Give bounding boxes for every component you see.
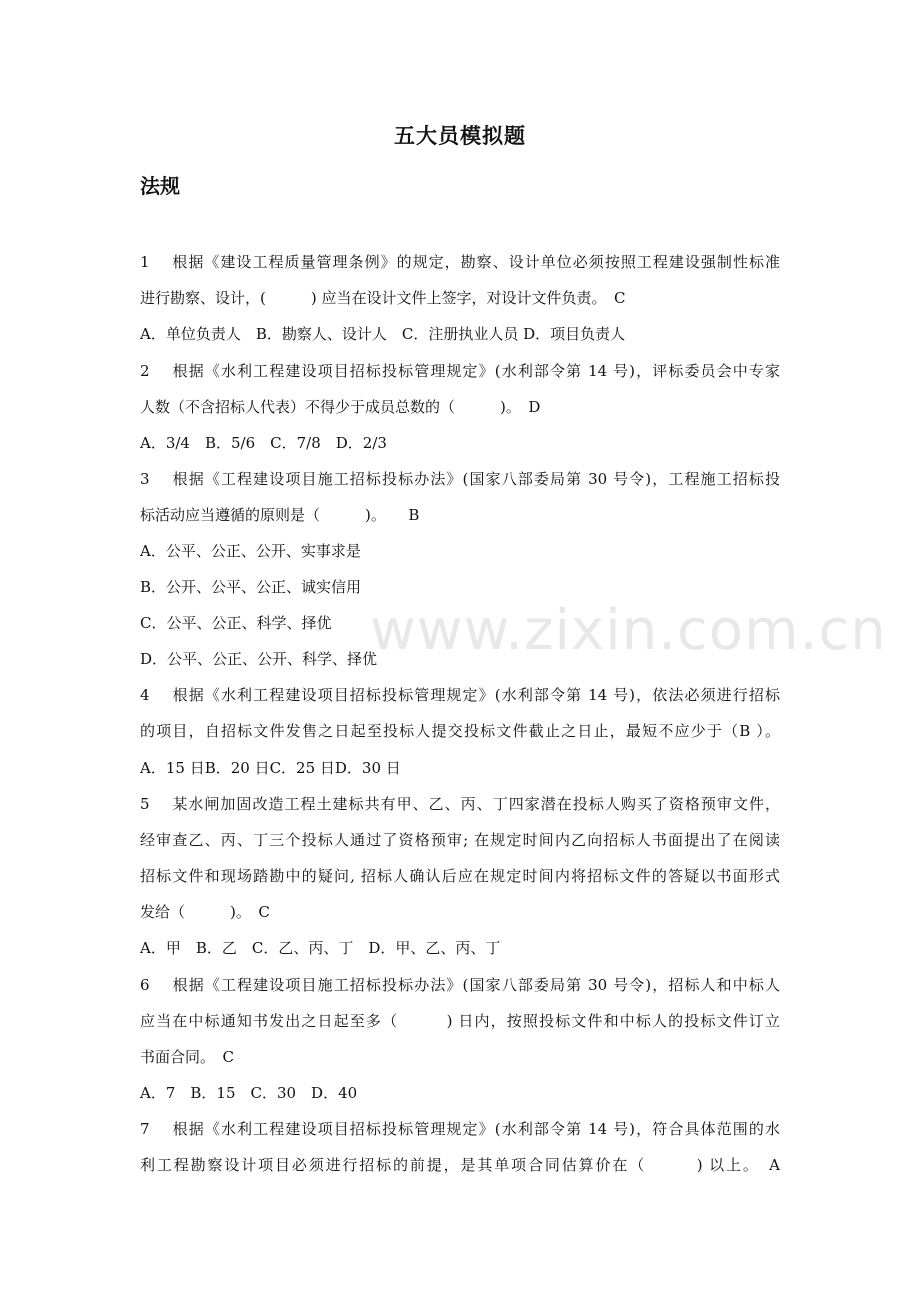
watermark: www.zixin.com.cn — [370, 598, 887, 663]
text-line: A．7 B．15 C．30 D．40 — [140, 1084, 358, 1102]
text-line: 进行勘察、设计，( ) 应当在设计文件上签字，对设计文件负责。 C — [140, 289, 626, 307]
text-line: 1 根据《建设工程质量管理条例》的规定，勘察、设计单位必须按照工程建设强制性标准 — [140, 253, 780, 271]
text-line: 6 根据《工程建设项目施工招标投标办法》(国家八部委局第 30 号令)，招标人和中标人 — [140, 976, 780, 994]
text-line: A．单位负责人 B．勘察人、设计人 C．注册执业人员 D．项目负责人 — [140, 325, 626, 343]
text-line: 应当在中标通知书发出之日起至多（ ) 日内，按照投标文件和中标人的投标文件订立 — [140, 1012, 780, 1030]
text-line: A．公平、公正、公开、实事求是 — [140, 542, 361, 560]
text-line: A．3/4 B．5/6 C．7/8 D．2/3 — [140, 434, 387, 452]
section-heading: 法规 — [140, 174, 180, 198]
text-line: D．公平、公正、公开、科学、择优 — [140, 650, 378, 668]
text-line: 招标文件和现场踏勘中的疑问, 招标人确认后应在规定时间内将招标文件的答疑以书面形式 — [140, 867, 780, 885]
text-line: 4 根据《水利工程建设项目招标投标管理规定》(水利部令第 14 号)，依法必须进行招标 — [140, 686, 780, 704]
text-line: 利工程勘察设计项目必须进行招标的前提，是其单项合同估算价在（ ) 以上。 A — [140, 1156, 780, 1174]
text-line: A．甲 B．乙 C．乙、丙、丁 D．甲、乙、丙、丁 — [140, 939, 501, 957]
text-line: 发给（ )。 C — [140, 903, 270, 921]
text-line: C．公平、公正、科学、择优 — [140, 614, 332, 632]
text-line: 2 根据《水利工程建设项目招标投标管理规定》(水利部令第 14 号)，评标委员会中专家 — [140, 362, 780, 380]
document-title: 五大员模拟题 — [394, 124, 526, 148]
text-line: B．公开、公平、公正、诚实信用 — [140, 578, 362, 596]
text-line: 的项目，自招标文件发售之日起至投标人提交投标文件截止之日止，最短不应少于（B ）。 — [140, 722, 780, 740]
text-line: 7 根据《水利工程建设项目招标投标管理规定》(水利部令第 14 号)，符合具体范围的水 — [140, 1120, 780, 1138]
text-line: 3 根据《工程建设项目施工招标投标办法》(国家八部委局第 30 号令)，工程施工招标投 — [140, 470, 780, 488]
text-line: A．15 日B．20 日C．25 日D．30 日 — [140, 759, 401, 777]
text-line: 标活动应当遵循的原则是（ )。 B — [140, 506, 420, 524]
text-line: 书面合同。 C — [140, 1048, 234, 1066]
text-line: 5 某水闸加固改造工程土建标共有甲、乙、丙、丁四家潜在投标人购买了资格预审文件， — [140, 795, 780, 813]
text-line: 人数（不含招标人代表）不得少于成员总数的（ )。 D — [140, 398, 541, 416]
text-line: 经审查乙、丙、丁三个投标人通过了资格预审; 在规定时间内乙向招标人书面提出了在阅读 — [140, 831, 780, 849]
